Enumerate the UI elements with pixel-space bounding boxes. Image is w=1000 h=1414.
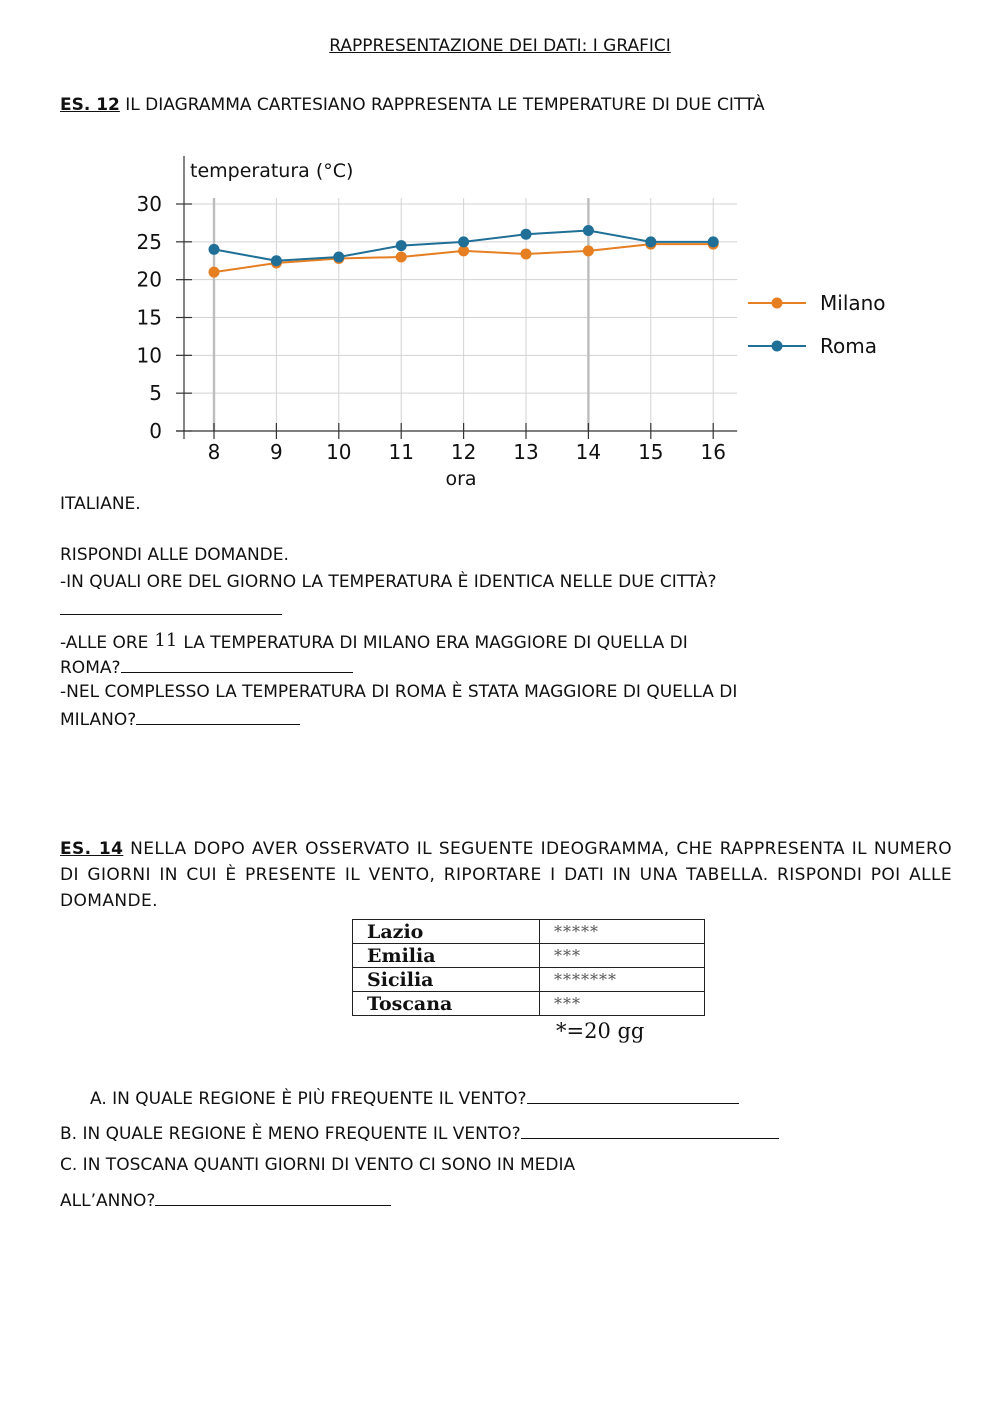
data-point-roma bbox=[333, 251, 344, 262]
es12-intro bbox=[60, 95, 765, 115]
es12-intro-continued: ITALIANE. bbox=[60, 494, 141, 514]
es12-label: ES. 12 bbox=[60, 95, 120, 115]
es12-question-2-cont bbox=[60, 656, 353, 678]
q2-text-c: ROMA? bbox=[60, 658, 121, 678]
chart-legend bbox=[748, 291, 886, 358]
table-row bbox=[353, 944, 705, 968]
es12-question-1: -IN QUALI ORE DEL GIORNO LA TEMPERATURA È IDENTICA NELLE DUE CITTÀ? bbox=[60, 572, 717, 592]
data-point-milano bbox=[209, 267, 220, 278]
data-point-milano bbox=[583, 245, 594, 256]
region-cell: Emilia bbox=[353, 944, 540, 968]
chart-ticks bbox=[137, 192, 726, 464]
es12-question-3: -NEL COMPLESSO LA TEMPERATURA DI ROMA È STATA MAGGIORE DI QUELLA DI bbox=[60, 682, 738, 702]
q3-text-b: MILANO? bbox=[60, 710, 137, 730]
q2-hour: 11 bbox=[154, 630, 178, 651]
es12-question-2 bbox=[60, 630, 688, 653]
data-point-milano bbox=[521, 248, 532, 259]
symbols-cell: ***** bbox=[540, 920, 705, 944]
table-row bbox=[353, 992, 705, 1016]
es14-label: ES. 14 bbox=[60, 839, 124, 859]
x-tick-label: 12 bbox=[450, 440, 477, 464]
chart-grid bbox=[184, 198, 737, 431]
region-cell: Sicilia bbox=[353, 968, 540, 992]
data-point-roma bbox=[645, 236, 656, 247]
table-row bbox=[353, 968, 705, 992]
region-cell: Lazio bbox=[353, 920, 540, 944]
answer-blank-a[interactable] bbox=[527, 1087, 739, 1104]
data-point-roma bbox=[271, 255, 282, 266]
answer-blank-1[interactable] bbox=[60, 598, 282, 620]
x-tick-label: 16 bbox=[700, 440, 726, 464]
chart-y-label: temperatura (°C) bbox=[190, 160, 354, 182]
data-point-milano bbox=[396, 251, 407, 262]
answer-blank-c[interactable] bbox=[155, 1189, 391, 1206]
x-tick-label: 13 bbox=[513, 440, 539, 464]
y-tick-label: 30 bbox=[136, 192, 162, 216]
qa-text: A. IN QUALE REGIONE È PIÙ FREQUENTE IL VENTO? bbox=[90, 1089, 527, 1109]
answer-blank-3[interactable] bbox=[136, 708, 300, 725]
es12-intro-text: IL DIAGRAMMA CARTESIANO RAPPRESENTA LE TEMPERATURE DI DUE CITTÀ bbox=[119, 95, 765, 115]
temperature-chart bbox=[0, 140, 1000, 500]
y-tick-label: 10 bbox=[136, 343, 162, 368]
es14-question-b bbox=[60, 1122, 779, 1144]
data-point-roma bbox=[583, 225, 594, 236]
q2-text-b: LA TEMPERATURA DI MILANO ERA MAGGIORE DI QUELLA DI bbox=[183, 633, 688, 653]
y-tick-label: 15 bbox=[136, 305, 162, 330]
x-tick-label: 11 bbox=[388, 440, 414, 464]
answer-blank-2[interactable] bbox=[121, 656, 353, 673]
qb-text: B. IN QUALE REGIONE È MENO FREQUENTE IL VENTO? bbox=[60, 1124, 521, 1144]
ideogram-key: *=20 gg bbox=[556, 1019, 645, 1043]
legend-marker-milano bbox=[772, 298, 783, 309]
table-row bbox=[353, 920, 705, 944]
symbols-cell: ******* bbox=[540, 968, 705, 992]
y-tick-label: 20 bbox=[136, 267, 162, 292]
chart-x-label: ora bbox=[445, 468, 477, 490]
x-tick-label: 14 bbox=[575, 440, 602, 464]
ideogram-table bbox=[352, 919, 705, 1016]
q2-text-a: -ALLE ORE bbox=[60, 633, 149, 653]
legend-label-milano: Milano bbox=[820, 291, 886, 315]
y-tick-label: 0 bbox=[149, 419, 162, 443]
legend-label-roma: Roma bbox=[820, 334, 877, 358]
data-point-roma bbox=[708, 236, 719, 247]
qc-text-b: ALL’ANNO? bbox=[60, 1191, 156, 1211]
x-tick-label: 9 bbox=[270, 440, 283, 464]
es14-question-c-cont bbox=[60, 1189, 391, 1211]
es14-question-c: C. IN TOSCANA QUANTI GIORNI DI VENTO CI SONO IN MEDIA bbox=[60, 1155, 576, 1175]
es12-prompt: RISPONDI ALLE DOMANDE. bbox=[60, 545, 289, 565]
es14-intro bbox=[60, 836, 952, 914]
y-tick-label: 25 bbox=[136, 229, 162, 254]
symbols-cell: *** bbox=[540, 992, 705, 1016]
y-tick-label: 5 bbox=[149, 381, 162, 406]
data-point-roma bbox=[396, 240, 407, 251]
answer-blank-b[interactable] bbox=[521, 1122, 779, 1139]
region-cell: Toscana bbox=[353, 992, 540, 1016]
page-title: RAPPRESENTAZIONE DEI DATI: I GRAFICI bbox=[329, 36, 671, 56]
es14-intro-text: NELLA DOPO AVER OSSERVATO IL SEGUENTE IDEOGRAMMA, CHE RAPPRESENTA IL NUMERO DI GIORNI IN CUI È PRESENTE IL VENTO, RIPORTARE I DATI IN UNA TABELLA. RISPONDI POI ALLE DOMANDE. bbox=[60, 839, 953, 911]
chart-axes bbox=[176, 156, 737, 439]
es12-question-3-cont bbox=[60, 708, 300, 730]
data-point-roma bbox=[209, 244, 220, 255]
data-point-roma bbox=[521, 229, 532, 240]
data-point-roma bbox=[458, 236, 469, 247]
x-tick-label: 15 bbox=[638, 440, 664, 464]
symbols-cell: *** bbox=[540, 944, 705, 968]
legend-marker-roma bbox=[772, 341, 783, 352]
x-tick-label: 8 bbox=[207, 440, 221, 464]
x-tick-label: 10 bbox=[326, 440, 352, 464]
es14-question-a bbox=[90, 1087, 739, 1109]
